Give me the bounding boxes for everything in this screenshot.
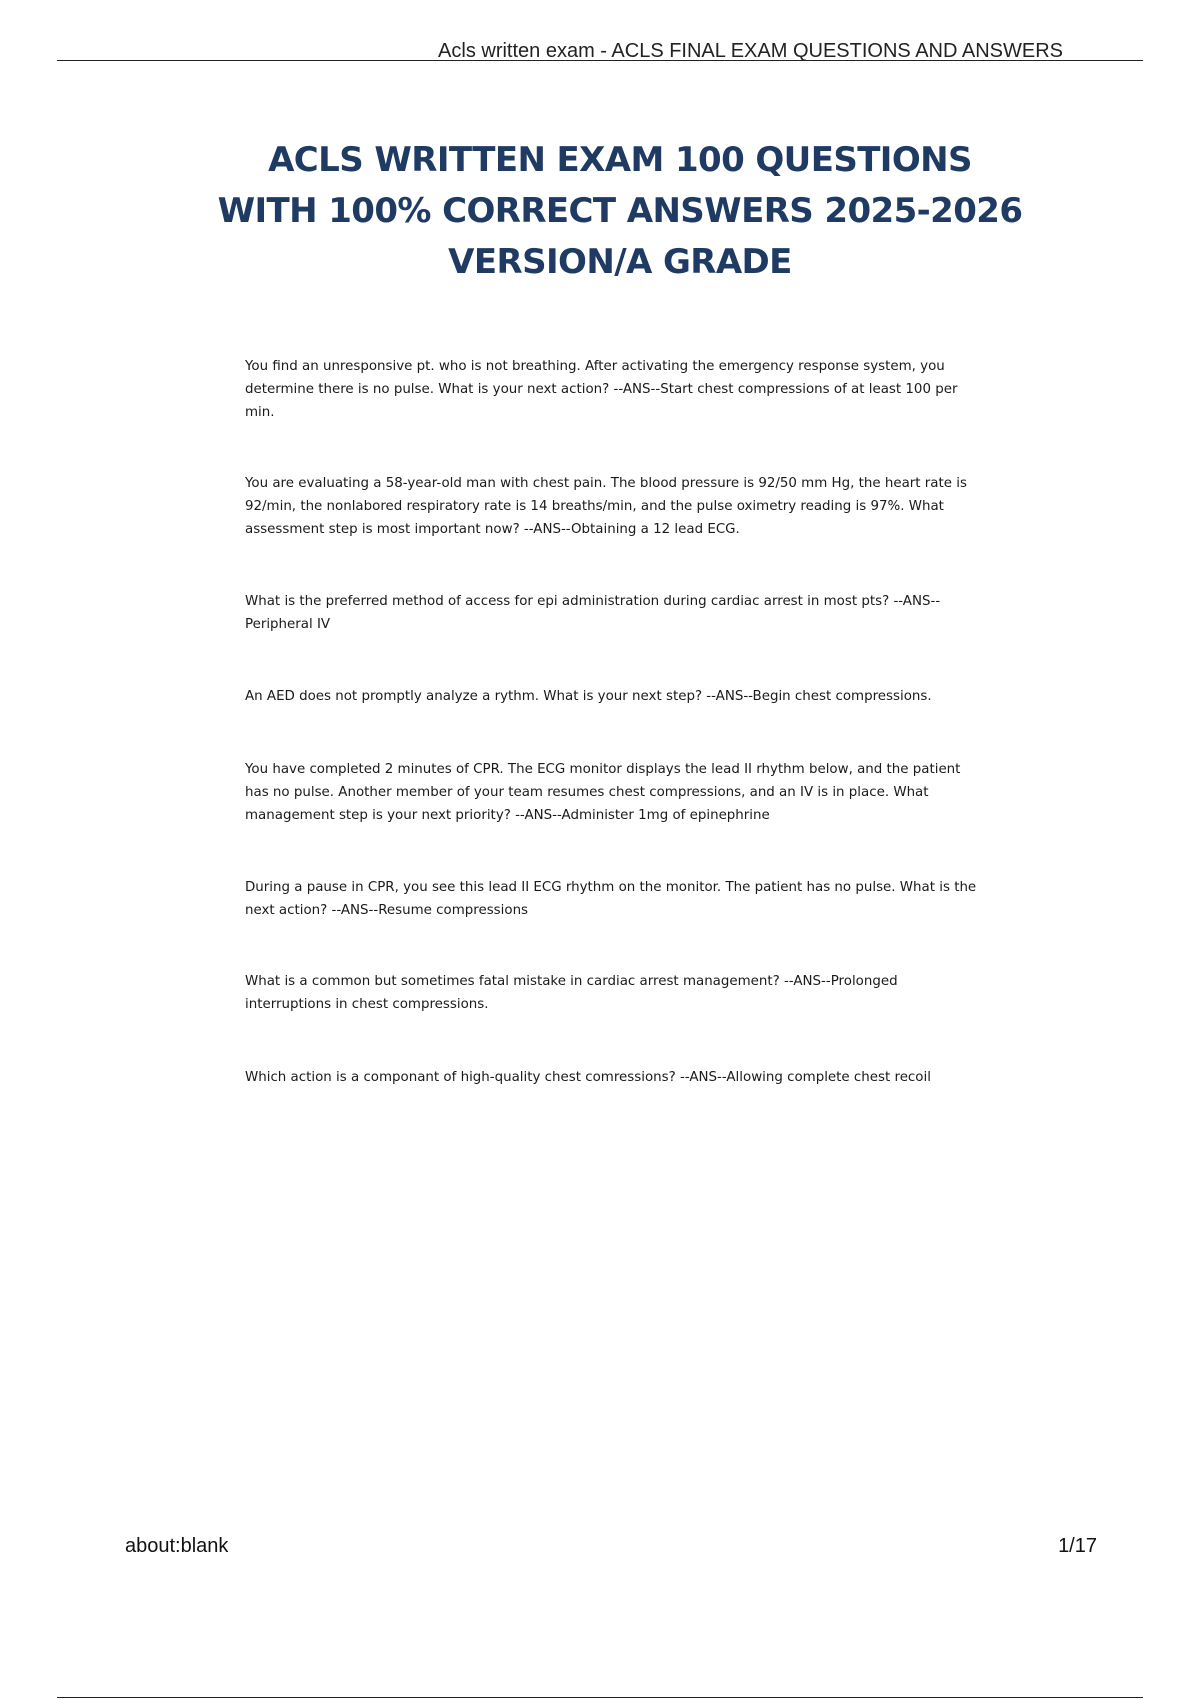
- question-answer-item: You have completed 2 minutes of CPR. The ECG monitor displays the lead II rhythm below, and the patient has no pulse. Another member of your team resumes chest compressions, and an IV is in place. What management step is your next priority? --ANS--Administer 1mg of epinephrine: [245, 762, 961, 823]
- question-answer-item: During a pause in CPR, you see this lead II ECG rhythm on the monitor. The patient has no pulse. What is the next action? --ANS--Resume compressions: [245, 880, 977, 918]
- document-title-line: ACLS WRITTEN EXAM 100 QUESTIONS: [268, 140, 972, 180]
- document-title-line: WITH 100% CORRECT ANSWERS 2025-2026: [217, 191, 1023, 231]
- document-title-line: VERSION/A GRADE: [448, 242, 792, 282]
- document-title: [200, 135, 1040, 288]
- footer-page-indicator: 1/17: [1058, 1535, 1097, 1557]
- bottom-divider: [57, 1697, 1143, 1698]
- question-answer-item: You find an unresponsive pt. who is not breathing. After activating the emergency response system, you determine there is no pulse. What is your next action? --ANS--Start chest compressions of at least 100 per min.: [245, 359, 958, 420]
- question-answer-item: An AED does not promptly analyze a rythm. What is your next step? --ANS--Begin chest compressions.: [245, 689, 932, 704]
- question-answer-item: Which action is a componant of high-quality chest comressions? --ANS--Allowing complete chest recoil: [245, 1070, 931, 1085]
- question-answer-item: What is a common but sometimes fatal mistake in cardiac arrest management? --ANS--Prolonged interruptions in chest compressions.: [245, 974, 898, 1012]
- footer-url: about:blank: [125, 1535, 229, 1557]
- print-header-title: Acls written exam - ACLS FINAL EXAM QUESTIONS AND ANSWERS: [438, 40, 1063, 60]
- question-answer-item: What is the preferred method of access for epi administration during cardiac arrest in most pts? --ANS--Peripheral IV: [245, 594, 941, 632]
- question-answer-item: You are evaluating a 58-year-old man with chest pain. The blood pressure is 92/50 mm Hg, the heart rate is 92/min, the nonlabored respiratory rate is 14 breaths/min, and the pulse oximetry reading is 97%. What assessment step is most important now? --ANS--Obtaining a 12 lead ECG.: [245, 476, 967, 537]
- print-header: [57, 38, 1143, 61]
